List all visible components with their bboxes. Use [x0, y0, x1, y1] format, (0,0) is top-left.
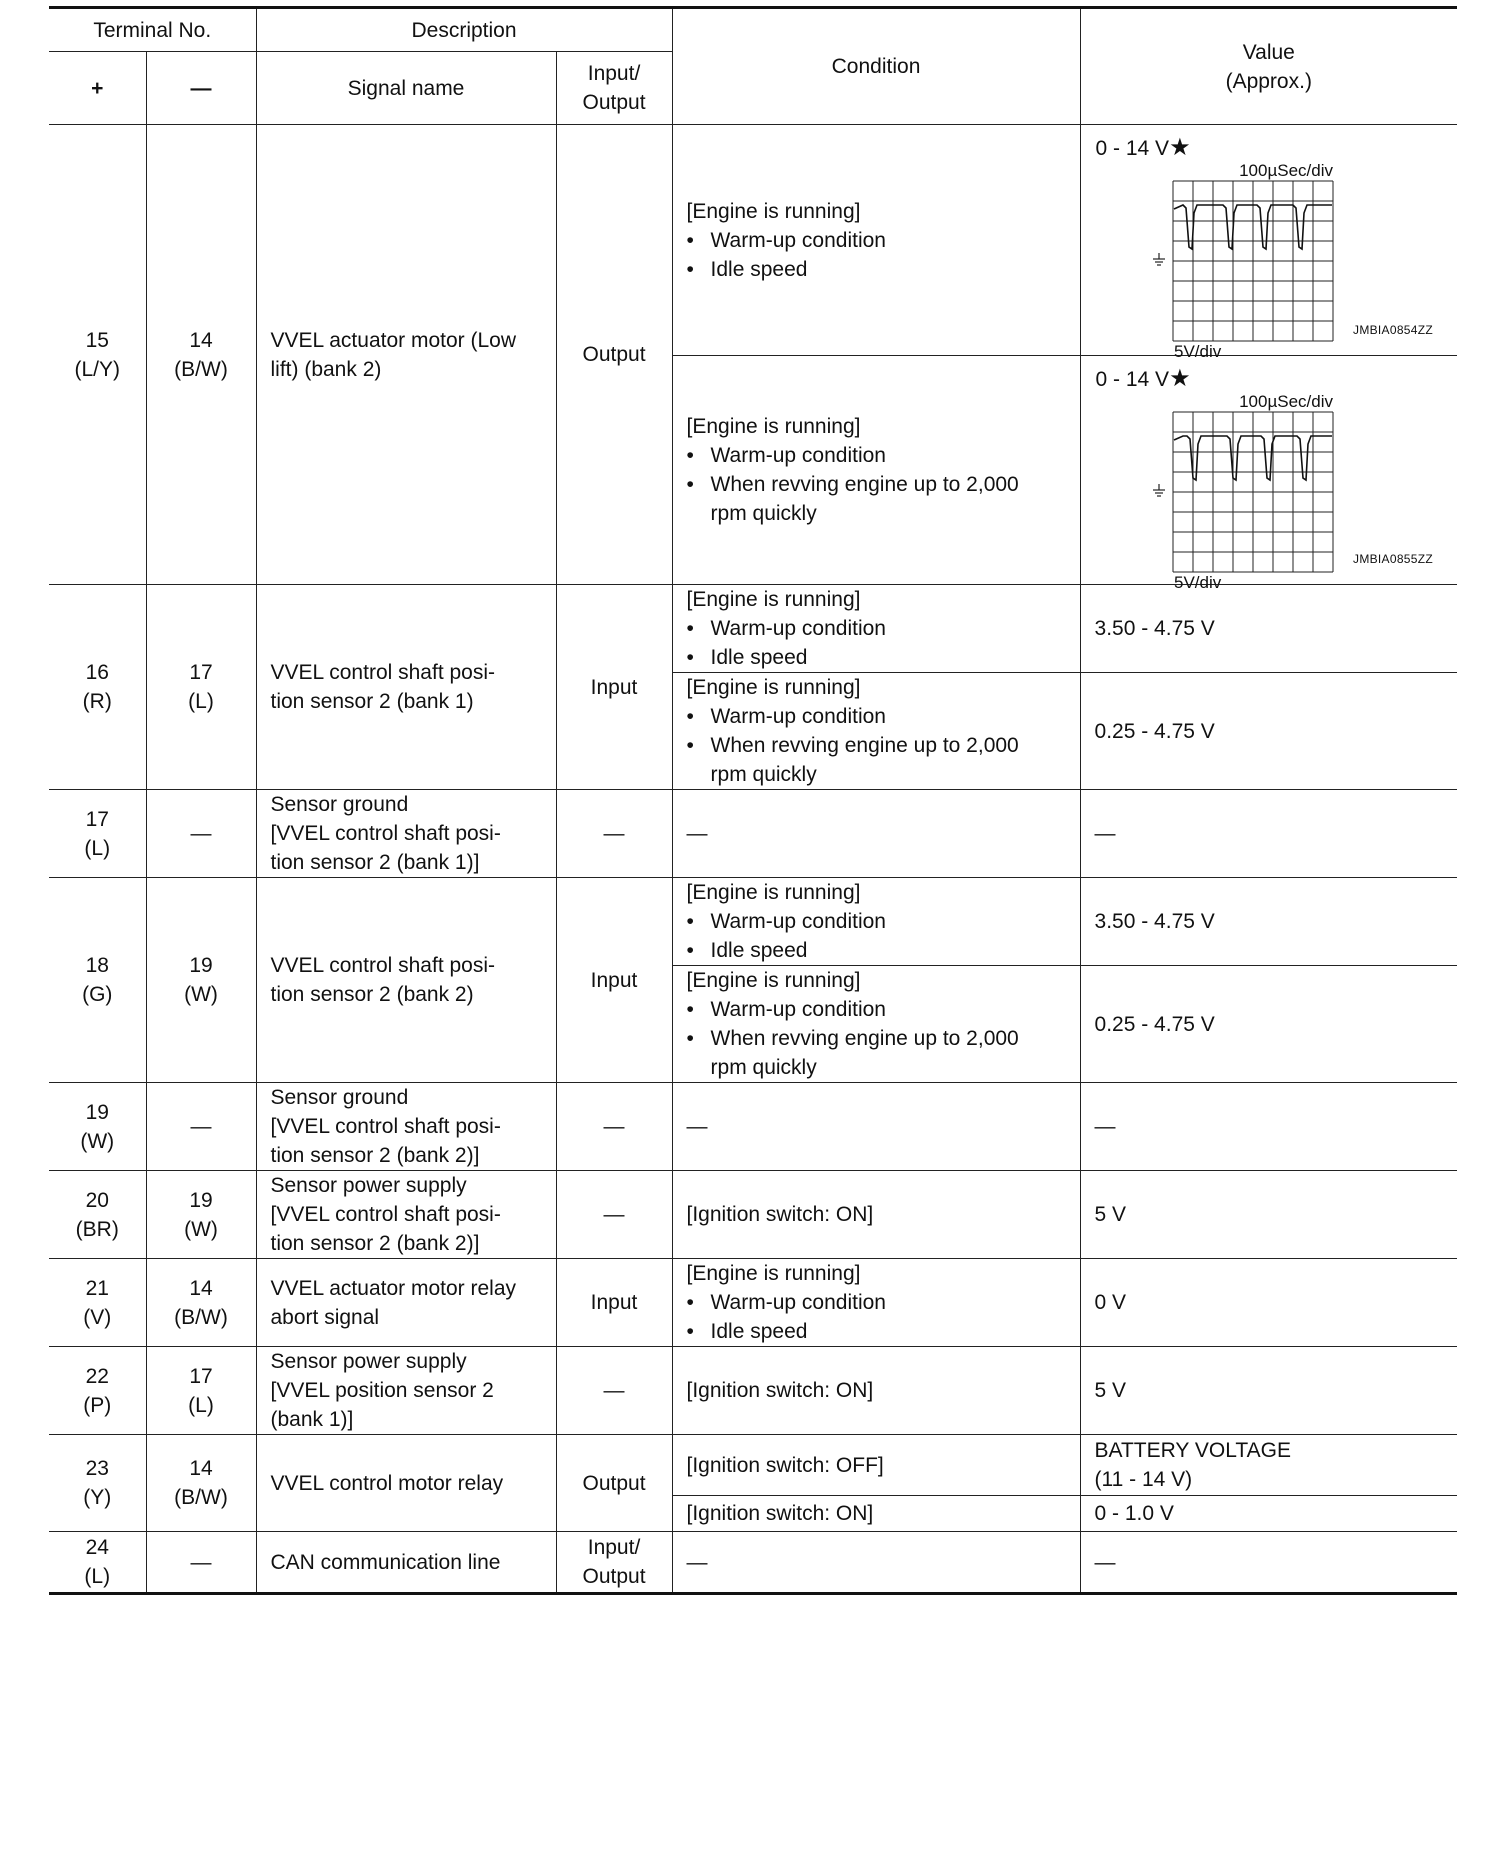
value-header: Value (Approx.) — [1080, 8, 1457, 125]
io-value: Output — [582, 1471, 646, 1495]
condition-text: — — [686, 1550, 708, 1574]
terminal-minus: — — [190, 1115, 212, 1138]
condition-cell — [672, 1496, 1080, 1532]
terminal-plus: (L) — [84, 836, 111, 860]
io-value: Input — [590, 1291, 638, 1314]
signal-name: abort signal — [270, 1305, 380, 1329]
value-cell — [1080, 966, 1457, 1083]
condition-bullet: • Warm-up condition — [687, 907, 1066, 936]
signal-name: Sensor ground — [270, 793, 409, 816]
table-row — [49, 1171, 1457, 1259]
value-cell — [1080, 1496, 1457, 1532]
value-text: 0.25 - 4.75 V — [1094, 719, 1215, 743]
value-text: — — [1094, 822, 1116, 845]
terminal-plus: (W) — [80, 1129, 115, 1153]
terminal-minus-cell — [146, 878, 256, 1083]
signal-name-cell — [256, 1171, 556, 1259]
condition-bullet: • Warm-up condition — [687, 1288, 1066, 1317]
condition-block — [687, 1259, 1066, 1346]
condition-block — [687, 412, 1066, 528]
terminal-minus-cell — [146, 1171, 256, 1259]
signal-name-cell — [256, 125, 556, 585]
condition-cell — [672, 356, 1080, 585]
value-cell — [1080, 1083, 1457, 1171]
signal-name: tion sensor 2 (bank 1) — [270, 690, 474, 713]
terminal-plus-cell — [49, 1259, 146, 1347]
condition-cell — [672, 1532, 1080, 1594]
io-cell — [556, 1532, 672, 1594]
io-header: Input/ Output — [556, 52, 672, 125]
terminal-minus: 19 — [189, 1188, 213, 1212]
io-value: Output — [582, 343, 646, 366]
figure-code: JMBIA0854ZZ — [1353, 323, 1434, 337]
condition-bullet: • Warm-up condition — [687, 614, 1066, 643]
signal-name: VVEL control shaft posi- — [270, 954, 495, 977]
value-text: — — [1094, 1550, 1116, 1574]
io-value: Input — [590, 675, 638, 699]
terminal-plus: 23 — [85, 1457, 109, 1480]
condition-heading: [Engine is running] — [686, 969, 861, 992]
condition-heading: [Engine is running] — [686, 881, 861, 904]
signal-name: [VVEL control shaft posi- — [270, 1203, 501, 1226]
terminal-plus: (V) — [83, 1305, 112, 1329]
terminal-plus: (BR) — [75, 1217, 119, 1241]
terminal-minus: (B/W) — [174, 1486, 228, 1509]
condition-block — [687, 878, 1066, 965]
condition-heading: [Engine is running] — [686, 676, 861, 699]
condition-bullet: • When revving engine up to 2,000 rpm quickly — [687, 731, 1066, 789]
terminal-minus: 17 — [189, 1364, 213, 1388]
terminal-plus-cell — [49, 1347, 146, 1435]
condition-bullet: • Idle speed — [687, 643, 1066, 672]
value-text: 5 V — [1094, 1379, 1127, 1402]
value-cell — [1080, 878, 1457, 966]
terminal-minus: (W) — [184, 983, 218, 1006]
terminal-minus-cell — [146, 1259, 256, 1347]
terminal-plus: (L/Y) — [74, 357, 120, 381]
io-value: — — [603, 1115, 625, 1138]
condition-bullet: • When revving engine up to 2,000 rpm quickly — [687, 1024, 1066, 1082]
terminal-minus-cell — [146, 125, 256, 585]
terminal-minus: 17 — [189, 661, 213, 684]
condition-heading: [Engine is running] — [686, 1262, 861, 1285]
signal-name-cell — [256, 1259, 556, 1347]
io-cell — [556, 585, 672, 790]
terminal-plus: 15 — [85, 328, 109, 352]
terminal-plus: (R) — [82, 690, 112, 713]
terminal-minus-cell — [146, 1347, 256, 1435]
value-cell — [1080, 1259, 1457, 1347]
value-cell — [1080, 1347, 1457, 1435]
value-text: BATTERY VOLTAGE — [1094, 1439, 1291, 1462]
terminal-minus: 14 — [189, 1457, 213, 1480]
terminal-plus: 19 — [85, 1100, 109, 1124]
ground-symbol-icon — [1153, 484, 1165, 496]
condition-heading: [Engine is running] — [686, 415, 861, 438]
table-row — [49, 585, 1457, 673]
signal-name: [VVEL control shaft posi- — [270, 1115, 501, 1138]
signal-name-cell — [256, 1347, 556, 1435]
signal-name-header: Signal name — [256, 52, 556, 125]
value-range: 0 - 14 V — [1095, 368, 1170, 391]
terminal-minus-cell — [146, 585, 256, 790]
signal-name: lift) (bank 2) — [270, 357, 382, 381]
io-value: — — [603, 822, 625, 845]
terminal-plus-cell — [49, 125, 146, 585]
terminal-minus: (L) — [188, 690, 214, 713]
condition-bullet: • Idle speed — [687, 255, 1066, 284]
io-cell — [556, 878, 672, 1083]
io-cell — [556, 125, 672, 585]
condition-bullet: • Warm-up condition — [687, 441, 1066, 470]
terminal-plus-cell — [49, 878, 146, 1083]
condition-text: [Ignition switch: OFF] — [686, 1453, 884, 1477]
signal-name-cell — [256, 790, 556, 878]
terminal-minus: (B/W) — [174, 357, 228, 381]
table-row — [49, 1532, 1457, 1594]
star-icon: ★ — [1169, 134, 1191, 161]
signal-name: Sensor power supply — [270, 1174, 467, 1197]
table-row — [49, 1435, 1457, 1496]
condition-cell — [672, 1083, 1080, 1171]
signal-name: Sensor power supply — [270, 1350, 467, 1373]
signal-name: tion sensor 2 (bank 1)] — [270, 851, 480, 874]
table-row — [49, 1083, 1457, 1171]
condition-cell — [672, 1171, 1080, 1259]
value-text: 0 - 1.0 V — [1094, 1502, 1174, 1525]
signal-name: VVEL control shaft posi- — [270, 661, 495, 684]
condition-block — [687, 673, 1066, 789]
minus-header: — — [146, 52, 256, 125]
terminal-no-header: Terminal No. — [49, 8, 256, 52]
io-cell — [556, 790, 672, 878]
terminal-plus: 16 — [85, 661, 109, 684]
value-cell — [1080, 125, 1457, 361]
table-row — [49, 878, 1457, 966]
condition-block — [687, 966, 1066, 1082]
terminal-plus-cell — [49, 1083, 146, 1171]
signal-name: tion sensor 2 (bank 2)] — [270, 1232, 480, 1255]
condition-text: [Ignition switch: ON] — [686, 1379, 874, 1402]
terminal-plus-cell — [49, 1435, 146, 1532]
condition-cell — [672, 1435, 1080, 1496]
terminal-plus-cell — [49, 1532, 146, 1594]
plus-header: + — [49, 52, 146, 125]
condition-cell — [672, 966, 1080, 1083]
signal-name: [VVEL position sensor 2 — [270, 1379, 494, 1402]
terminal-plus: 18 — [85, 954, 109, 977]
table-row — [49, 790, 1457, 878]
ground-symbol-icon — [1153, 253, 1165, 265]
signal-name: VVEL control motor relay — [270, 1471, 504, 1495]
value-text: 0.25 - 4.75 V — [1094, 1012, 1215, 1036]
condition-heading: [Engine is running] — [686, 199, 861, 223]
time-division-label: 100µSec/div — [1238, 161, 1333, 180]
value-text: 3.50 - 4.75 V — [1094, 910, 1215, 933]
signal-name: (bank 1)] — [270, 1408, 354, 1431]
star-icon: ★ — [1169, 365, 1191, 392]
terminal-minus: 19 — [189, 954, 213, 977]
condition-cell — [672, 878, 1080, 966]
terminal-minus-cell — [146, 1083, 256, 1171]
terminal-spec-table — [49, 6, 1457, 1595]
value-text: — — [1094, 1115, 1116, 1138]
terminal-minus: — — [190, 1550, 212, 1574]
io-value: — — [603, 1379, 625, 1402]
terminal-plus: (G) — [82, 983, 113, 1006]
terminal-plus-cell — [49, 1171, 146, 1259]
condition-cell — [672, 585, 1080, 673]
signal-name-cell — [256, 1435, 556, 1532]
signal-name: VVEL actuator motor (Low — [270, 328, 516, 352]
terminal-minus-cell — [146, 1532, 256, 1594]
condition-bullet: • Idle speed — [687, 936, 1066, 965]
condition-bullet: • Warm-up condition — [687, 995, 1066, 1024]
table-row — [49, 125, 1457, 356]
condition-cell — [672, 790, 1080, 878]
value-cell — [1080, 1435, 1457, 1496]
signal-name: [VVEL control shaft posi- — [270, 822, 501, 845]
condition-bullet: • Warm-up condition — [687, 226, 1066, 255]
terminal-plus: 21 — [85, 1276, 109, 1300]
table-row — [49, 1347, 1457, 1435]
value-cell — [1080, 1532, 1457, 1594]
io-cell — [556, 1259, 672, 1347]
description-header: Description — [256, 8, 672, 52]
table-row — [49, 1259, 1457, 1347]
value-text — [1096, 133, 1191, 163]
terminal-minus: 14 — [189, 328, 213, 352]
condition-text: — — [686, 1115, 708, 1138]
io-cell — [556, 1083, 672, 1171]
terminal-minus: — — [190, 822, 212, 845]
value-text: 0 V — [1094, 1291, 1127, 1314]
value-range: 0 - 14 V — [1095, 137, 1170, 160]
value-text — [1096, 364, 1191, 394]
io-value: Input — [590, 968, 638, 992]
condition-block — [687, 585, 1066, 672]
condition-text: [Ignition switch: ON] — [686, 1502, 874, 1525]
value-text: 5 V — [1094, 1203, 1127, 1226]
terminal-minus: (L) — [188, 1393, 214, 1417]
signal-name: Sensor ground — [270, 1086, 409, 1109]
time-division-label: 100µSec/div — [1238, 392, 1333, 411]
terminal-plus: 22 — [85, 1364, 109, 1388]
condition-header: Condition — [672, 8, 1080, 125]
terminal-plus: 17 — [85, 807, 109, 831]
condition-cell — [672, 1347, 1080, 1435]
terminal-plus: 20 — [85, 1188, 109, 1212]
value-cell — [1080, 673, 1457, 790]
signal-name-cell — [256, 585, 556, 790]
io-value: Output — [582, 1565, 646, 1588]
terminal-minus-cell — [146, 1435, 256, 1532]
figure-code: JMBIA0855ZZ — [1353, 552, 1434, 566]
signal-name: CAN communication line — [270, 1550, 501, 1574]
value-cell — [1080, 790, 1457, 878]
condition-bullet: • When revving engine up to 2,000 rpm quickly — [687, 470, 1066, 528]
value-text: (11 - 14 V) — [1094, 1468, 1193, 1491]
signal-name: tion sensor 2 (bank 2) — [270, 983, 474, 1006]
signal-name-cell — [256, 1083, 556, 1171]
signal-name: VVEL actuator motor relay — [270, 1276, 516, 1300]
condition-cell — [672, 125, 1080, 356]
io-cell — [556, 1435, 672, 1532]
terminal-plus: (Y) — [83, 1486, 112, 1509]
terminal-plus: (L) — [84, 1565, 111, 1588]
condition-bullet: • Idle speed — [687, 1317, 1066, 1346]
value-cell — [1080, 356, 1457, 592]
terminal-plus-cell — [49, 790, 146, 878]
terminal-minus-cell — [146, 790, 256, 878]
volt-division-label: 5V/div — [1173, 342, 1221, 361]
condition-bullet: • Warm-up condition — [687, 702, 1066, 731]
io-cell — [556, 1171, 672, 1259]
terminal-plus-cell — [49, 585, 146, 790]
value-cell — [1080, 1171, 1457, 1259]
terminal-plus: 24 — [85, 1536, 109, 1559]
io-value: — — [603, 1203, 625, 1226]
terminal-minus: (B/W) — [174, 1305, 228, 1329]
value-cell — [1080, 585, 1457, 673]
io-cell — [556, 1347, 672, 1435]
condition-text: — — [686, 822, 708, 845]
condition-heading: [Engine is running] — [686, 588, 861, 611]
condition-block — [687, 197, 1066, 284]
condition-cell — [672, 1259, 1080, 1347]
value-text: 3.50 - 4.75 V — [1094, 617, 1215, 640]
terminal-minus: (W) — [184, 1217, 218, 1241]
condition-text: [Ignition switch: ON] — [686, 1203, 874, 1226]
condition-cell — [672, 673, 1080, 790]
signal-name: tion sensor 2 (bank 2)] — [270, 1144, 480, 1167]
signal-name-cell — [256, 1532, 556, 1594]
signal-name-cell — [256, 878, 556, 1083]
terminal-plus: (P) — [83, 1393, 112, 1417]
volt-division-label: 5V/div — [1173, 573, 1221, 592]
terminal-minus: 14 — [189, 1276, 213, 1300]
io-value: Input/ — [587, 1536, 641, 1559]
